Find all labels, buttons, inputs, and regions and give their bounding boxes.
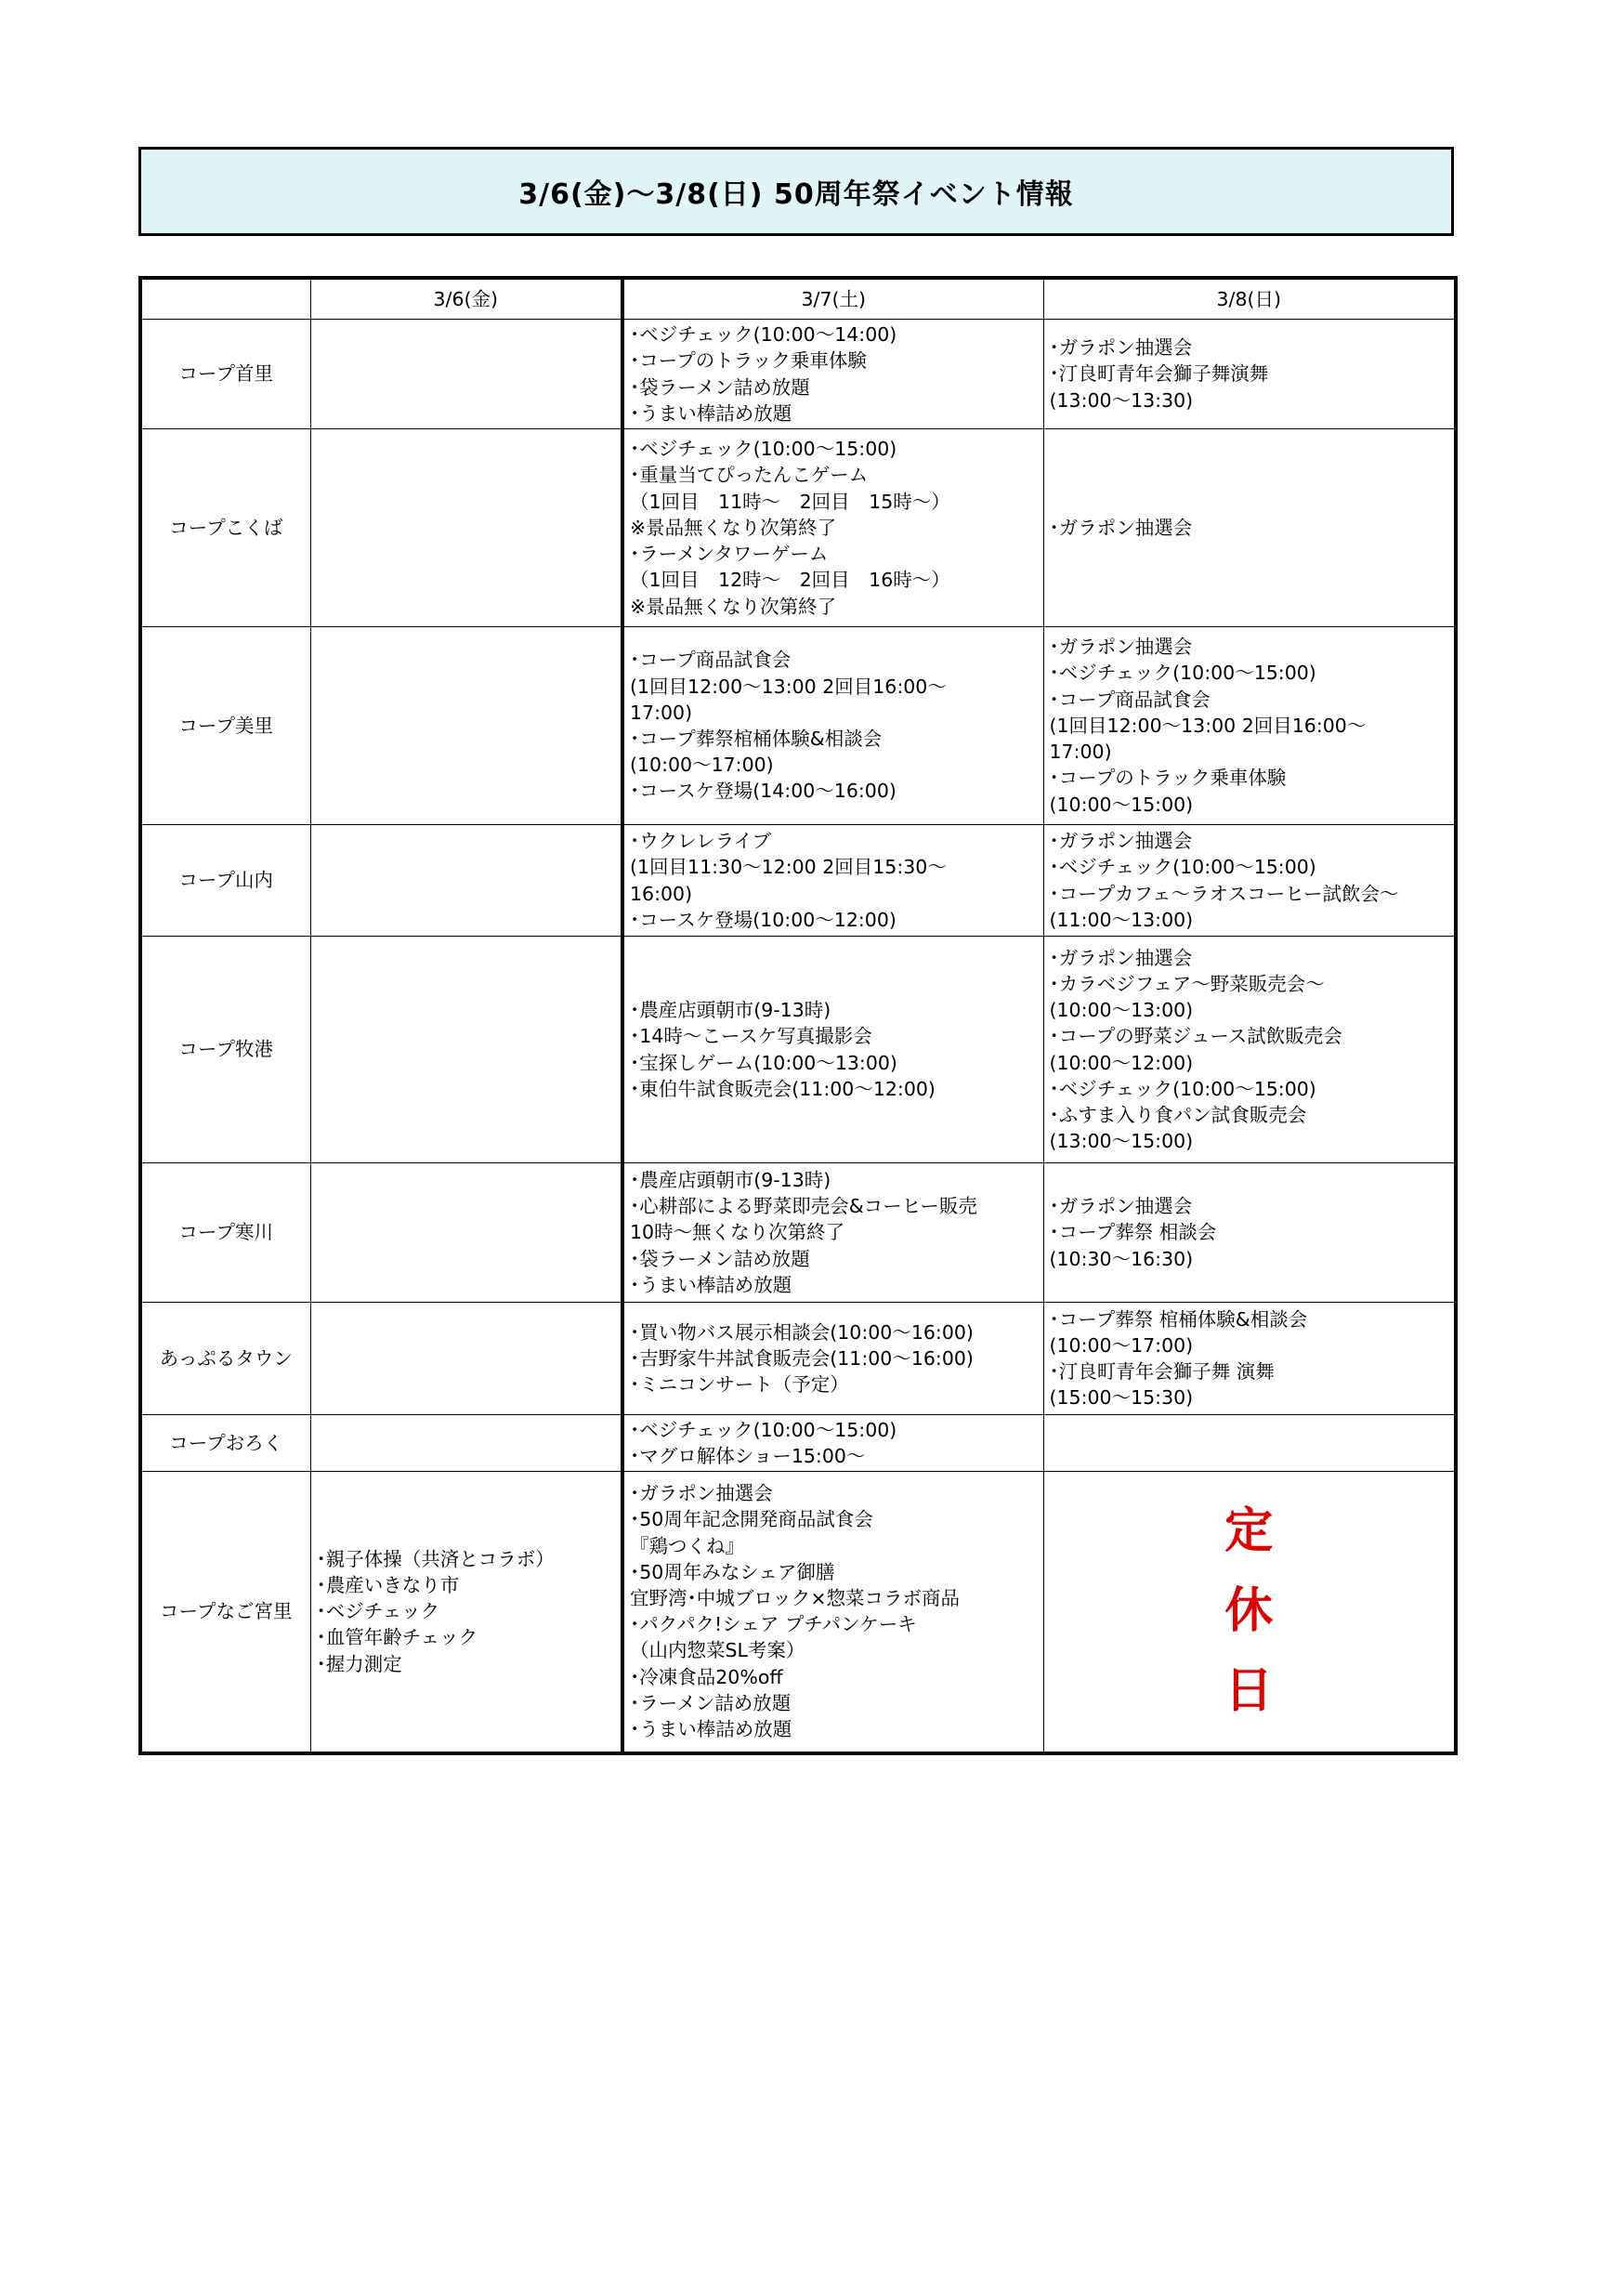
table-row — [140, 937, 1456, 1163]
header-day-2: 3/7(土) — [622, 278, 1043, 320]
closed-day-char: 定 — [1224, 1503, 1274, 1560]
closed-day-cell — [1043, 1472, 1456, 1753]
event-line: ･農産いきなり市 — [316, 1573, 460, 1596]
event-line: ･コープの野菜ジュース試飲販売会 — [1049, 1025, 1342, 1048]
cell-d6 — [310, 627, 622, 825]
event-line: ･宝探しゲーム(10:00～13:00) — [630, 1051, 897, 1074]
event-line: (10:30～16:30) — [1049, 1247, 1194, 1270]
event-line: (15:00～15:30) — [1049, 1386, 1194, 1410]
cell-d6 — [310, 429, 622, 627]
event-line: ･農産店頭朝市(9-13時) — [630, 999, 831, 1022]
event-line: ･重量当てぴったんこゲーム — [630, 464, 869, 487]
cell-d7 — [622, 1415, 1043, 1472]
cell-d7 — [622, 825, 1043, 937]
event-line: ･ガラポン抽選会 — [1049, 636, 1193, 659]
cell-d7 — [622, 1163, 1043, 1303]
event-line: ･コープ葬祭棺桶体験&相談会 — [630, 728, 883, 750]
event-line: ･ガラポン抽選会 — [1049, 336, 1193, 360]
event-line: ･東伯牛試食販売会(11:00～12:00) — [630, 1077, 936, 1100]
header-row — [140, 278, 1456, 320]
store-name: コープおろく — [140, 1415, 310, 1472]
event-line: ･50周年記念開発商品試食会 — [630, 1508, 873, 1531]
closed-day-char: 日 — [1224, 1663, 1274, 1720]
event-line: ･吉野家牛丼試食販売会(11:00～16:00) — [630, 1346, 974, 1370]
event-line: ･うまい棒詰め放題 — [630, 1718, 792, 1741]
cell-d7 — [622, 627, 1043, 825]
cell-d6 — [310, 320, 622, 429]
event-line: ･コースケ登場(14:00～16:00) — [630, 780, 897, 803]
event-line: ･ベジチェック(10:00～14:00) — [630, 323, 897, 347]
event-line: (1回目12:00～13:00 2回目16:00～ — [630, 675, 947, 698]
event-line: ･心耕部による野菜即売会&コーヒー販売 — [630, 1195, 977, 1218]
cell-d6 — [310, 1472, 622, 1753]
event-line: 10時～無くなり次第終了 — [630, 1221, 845, 1244]
event-line: ･ベジチェック(10:00～15:00) — [630, 1418, 897, 1441]
table-row — [140, 1303, 1456, 1415]
event-line: (1回目11:30～12:00 2回目15:30～ — [630, 856, 947, 879]
event-line: ･ふすま入り食パン試食販売会 — [1049, 1103, 1307, 1126]
event-line: (10:00～13:00) — [1049, 999, 1194, 1022]
event-line: ･親子体操（共済とコラボ） — [316, 1547, 555, 1570]
event-line: (10:00～12:00) — [1049, 1051, 1194, 1074]
event-line: ･ミニコンサート（予定） — [630, 1373, 849, 1397]
cell-d8 — [1043, 1303, 1456, 1415]
event-line: ･ガラポン抽選会 — [1049, 946, 1193, 969]
event-line: (10:00～17:00) — [1049, 1333, 1194, 1357]
event-line: ･握力測定 — [316, 1652, 402, 1675]
event-line: ･汀良町青年会獅子舞 演舞 — [1049, 1360, 1275, 1383]
header-day-1: 3/6(金) — [310, 278, 622, 320]
event-line: ･コープ商品試食会 — [630, 649, 792, 672]
page-title: 3/6(金)～3/8(日) 50周年祭イベント情報 — [518, 178, 1074, 211]
store-name: コープ牧港 — [140, 937, 310, 1163]
event-line: ･ガラポン抽選会 — [1049, 1195, 1193, 1218]
event-line: ･血管年齢チェック — [316, 1626, 478, 1649]
cell-d7 — [622, 320, 1043, 429]
event-line: ･冷凍食品20%off — [630, 1665, 783, 1688]
store-name: コープ山内 — [140, 825, 310, 937]
closed-day-char: 休 — [1224, 1583, 1274, 1640]
event-line: ･ベジチェック(10:00～15:00) — [630, 438, 897, 461]
header-store — [140, 278, 310, 320]
event-line: ･汀良町青年会獅子舞演舞 — [1049, 362, 1269, 386]
event-line: ･カラベジフェア～野菜販売会～ — [1049, 972, 1325, 995]
cell-d8 — [1043, 429, 1456, 627]
cell-d7 — [622, 937, 1043, 1163]
event-line: ※景品無くなり次第終了 — [630, 595, 837, 618]
event-line: ･農産店頭朝市(9-13時) — [630, 1168, 831, 1191]
event-line: ･ベジチェック(10:00～15:00) — [1049, 662, 1316, 685]
event-line: ･ベジチェック — [316, 1600, 440, 1623]
event-line: ･ガラポン抽選会 — [1049, 830, 1193, 853]
table-row — [140, 1472, 1456, 1753]
cell-d8 — [1043, 627, 1456, 825]
event-line: ※景品無くなり次第終了 — [630, 516, 837, 539]
cell-d8 — [1043, 1163, 1456, 1303]
table-row — [140, 627, 1456, 825]
store-name: あっぷるタウン — [140, 1303, 310, 1415]
event-line: ･50周年みなシェア御膳 — [630, 1560, 835, 1583]
event-line: ･コープ葬祭 相談会 — [1049, 1221, 1217, 1244]
event-line: ･ラーメンタワーゲーム — [630, 543, 829, 566]
event-line: ･14時～こースケ写真撮影会 — [630, 1025, 872, 1048]
event-line: （山内惣菜SL考案） — [630, 1639, 805, 1662]
event-line: ･コープのトラック乗車体験 — [630, 349, 867, 373]
cell-d8 — [1043, 1415, 1456, 1472]
event-line: ･ベジチェック(10:00～15:00) — [1049, 856, 1316, 879]
store-name: コープなご宮里 — [140, 1472, 310, 1753]
event-line: ･うまい棒詰め放題 — [630, 1273, 792, 1296]
event-line: ･パクパク!シェア プチパンケーキ — [630, 1613, 917, 1636]
cell-d6 — [310, 1415, 622, 1472]
event-line: ･ウクレレライブ — [630, 830, 772, 853]
event-line: ･ガラポン抽選会 — [630, 1482, 773, 1505]
event-line: (13:00～13:30) — [1049, 388, 1194, 412]
cell-d6 — [310, 937, 622, 1163]
cell-d8 — [1043, 937, 1456, 1163]
cell-d8 — [1043, 825, 1456, 937]
event-line: 17:00) — [630, 701, 693, 724]
store-name: コープ美里 — [140, 627, 310, 825]
cell-d7 — [622, 1472, 1043, 1753]
cell-d6 — [310, 1303, 622, 1415]
event-line: ･コープ葬祭 棺桶体験&相談会 — [1049, 1307, 1308, 1331]
event-line: ･コースケ登場(10:00～12:00) — [630, 908, 897, 931]
event-line: 宜野湾･中城ブロック×惣菜コラボ商品 — [630, 1587, 961, 1610]
event-line: (10:00～17:00) — [630, 754, 774, 777]
event-line: ･コープのトラック乗車体験 — [1049, 767, 1287, 790]
cell-d8 — [1043, 320, 1456, 429]
event-line: ･コープ商品試食会 — [1049, 688, 1211, 711]
event-line: ･袋ラーメン詰め放題 — [630, 1247, 810, 1270]
event-line: ･マグロ解体ショー15:00～ — [630, 1445, 866, 1467]
cell-d7 — [622, 1303, 1043, 1415]
table-row — [140, 1415, 1456, 1472]
header-day-3: 3/8(日) — [1043, 278, 1456, 320]
event-line: (13:00～15:00) — [1049, 1130, 1194, 1153]
event-line: 16:00) — [630, 882, 693, 905]
event-line: ･ラーメン詰め放題 — [630, 1691, 792, 1714]
event-line: (11:00～13:00) — [1049, 908, 1194, 931]
event-line: (10:00～15:00) — [1049, 793, 1194, 816]
event-line: 17:00) — [1049, 741, 1112, 764]
page-title-box — [138, 147, 1454, 236]
event-line: ･買い物バス展示相談会(10:00～16:00) — [630, 1320, 974, 1344]
event-line: ･うまい棒詰め放題 — [630, 401, 792, 425]
table-row — [140, 1163, 1456, 1303]
store-name: コープこくば — [140, 429, 310, 627]
event-line: ･コープカフェ～ラオスコーヒー試飲会～ — [1049, 882, 1399, 905]
event-line: ･ベジチェック(10:00～15:00) — [1049, 1077, 1316, 1100]
store-name: コープ首里 — [140, 320, 310, 429]
event-line: ･ガラポン抽選会 — [1049, 516, 1193, 539]
event-line: 『鶏つくね』 — [630, 1534, 744, 1557]
event-table — [138, 276, 1458, 1755]
cell-d6 — [310, 825, 622, 937]
cell-d7 — [622, 429, 1043, 627]
event-line: （1回目 12時～ 2回目 16時～） — [630, 569, 950, 592]
table-row — [140, 429, 1456, 627]
event-line: ･袋ラーメン詰め放題 — [630, 375, 810, 399]
store-name: コープ寒川 — [140, 1163, 310, 1303]
event-line: （1回目 11時～ 2回目 15時～） — [630, 490, 950, 513]
event-line: (1回目12:00～13:00 2回目16:00～ — [1049, 714, 1367, 737]
table-row — [140, 320, 1456, 429]
cell-d6 — [310, 1163, 622, 1303]
table-row — [140, 825, 1456, 937]
